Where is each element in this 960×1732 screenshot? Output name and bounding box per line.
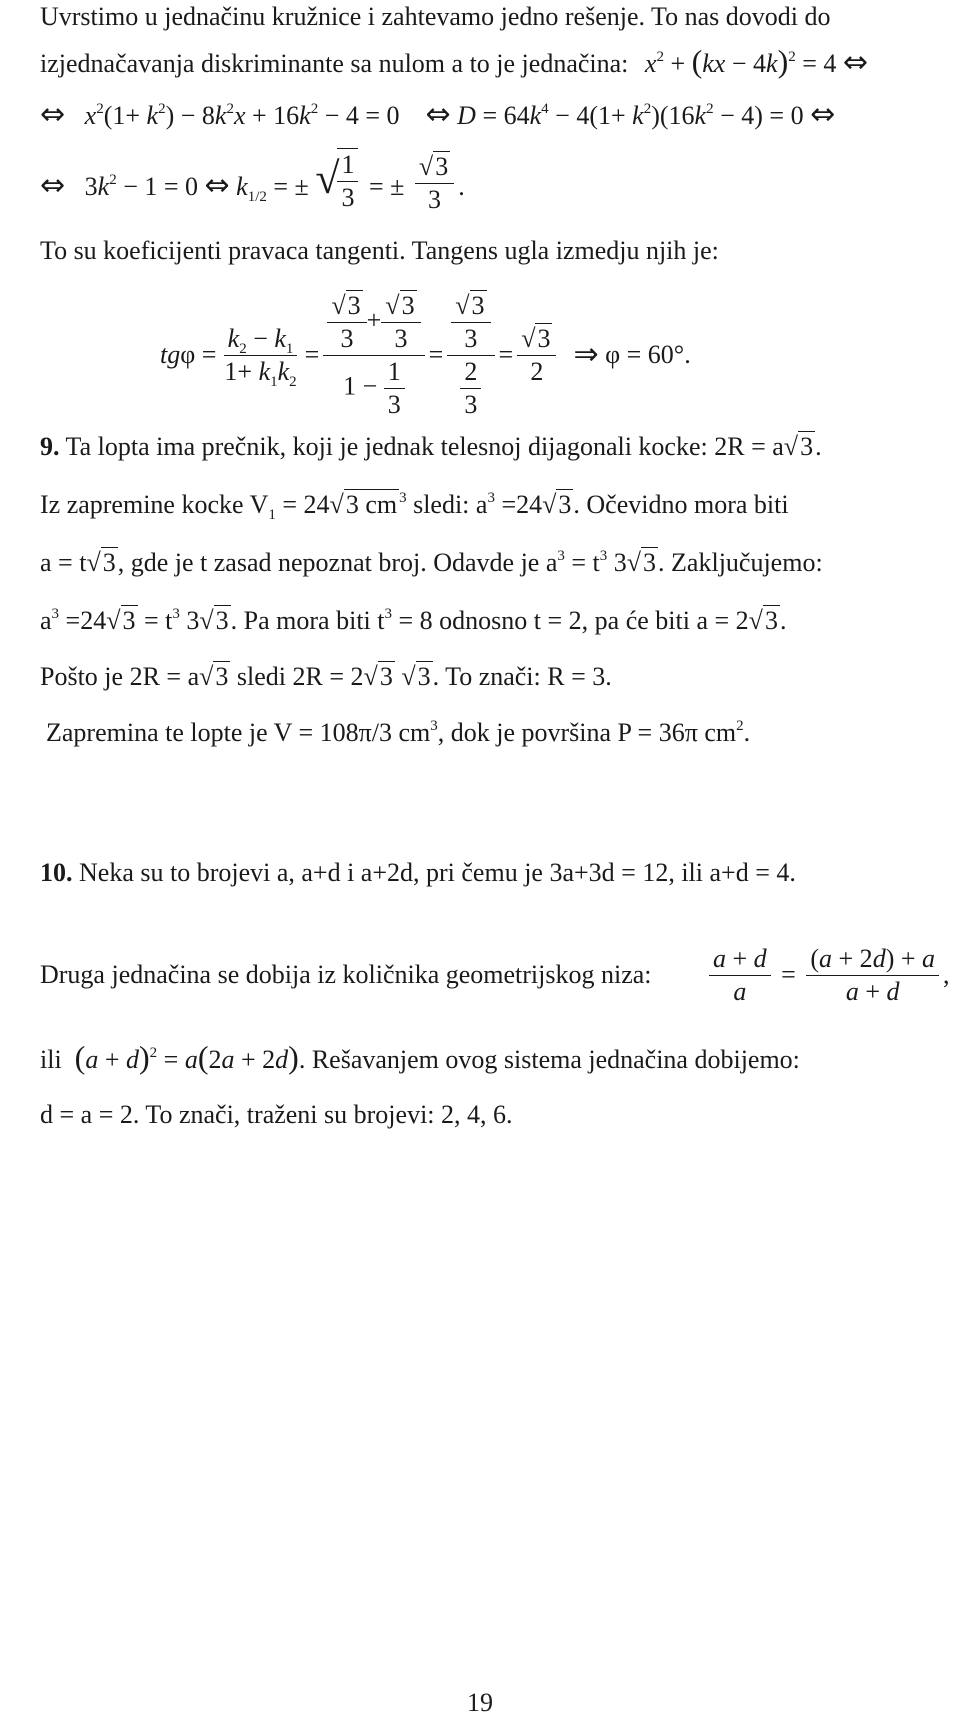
- problem-9-line-3: a = t√3, gde je t zasad nepoznat broj. Odavde je $a^3 = t^3$ 3√3. Zaključujemo:: [40, 548, 823, 577]
- problem-10-line-1: [40, 858, 796, 888]
- text-line-2-text: izjednačavanja diskriminante sa nulom a to je jednačina:: [40, 49, 629, 78]
- text-line-5: To su koeficijenti pravaca tangenti. Tangens ugla izmedju njih je:: [40, 236, 719, 265]
- problem-10-line-2: Druga jednačina se dobija iz količnika geometrijskog niza:: [40, 960, 652, 989]
- problem-10-line-4: d = a = 2. To znači, traženi su brojevi: 2, 4, 6.: [40, 1100, 513, 1129]
- problem-9-line-5: Pošto je 2R = a√3 sledi 2R = 2√3 √3. To znači: R = 3.: [40, 662, 612, 691]
- problem-9-line-6: Zapremina te lopte je V = 108π/3 $cm^3$, dok je površina P = 36π $cm^2$.: [46, 718, 751, 747]
- problem-10-line-3: ili $(a + d)^2 = a(2a + 2d)$. Rešavanjem ovog sistema jednačina dobijemo:: [40, 1039, 800, 1075]
- problem-10-number: 10.: [40, 858, 73, 887]
- geometric-ratio-equation: $\frac{a + d}{a}$ = $\frac{(a + 2d) + a}{a + d}$ ,: [705, 935, 950, 1015]
- text-line-2: izjednačavanja diskriminante sa nulom a to je jednačina: $x^2 + (kx - 4k)^2 = 4$ ⇔: [40, 43, 869, 80]
- page-number: 19: [467, 1688, 493, 1717]
- problem-9-number: 9.: [40, 432, 60, 461]
- equation-line-4: ⇔ $3k^2 - 1 = 0$ ⇔ $k_{1/2}$ = ± √ $\frac{1}{3}$ = ± $\frac{√3}{3}$ .: [40, 150, 465, 214]
- problem-9-line-2: Iz zapremine kocke $V_1 = 24√3$ cm $^3$ sledi: $a^3 =24√3$. Očevidno mora biti: [40, 490, 789, 523]
- tangent-formula: tg φ = $\frac{k_2 - k_1}{1+ k_1k_2}$ = $\frac{√3}{3}$ + $\frac{√3}{3}$ 1 − $\frac{1}{3}$ = $\frac{\frac{√3}{3}}{\frac{2}{3}}$ = $\frac{√3}{2}$ ⇒ φ = 60°.: [160, 290, 691, 419]
- equation-line-3: ⇔ $x^2(1+ k^2) - 8k^2x + 16k^2 - 4 = 0$ ⇔ $D = 64k^4 - 4(1+ k^2)(16k^2 - 4) = 0$ ⇔: [40, 97, 836, 132]
- problem-9-line-4: $a^3 =24√3 = t^3$ 3√3. Pa mora biti $t^3 = 8$ odnosno t = 2, pa će biti a = 2√3.: [40, 606, 787, 635]
- problem-10-text: Neka su to brojevi a, a+d i a+2d, pri čemu je 3a+3d = 12, ili a+d = 4.: [72, 858, 796, 887]
- text-line-1: Uvrstimo u jednačinu kružnice i zahtevamo jedno rešenje. To nas dovodi do: [40, 2, 831, 31]
- problem-9-text: Ta lopta ima prečnik, koji je jednak telesnoj dijagonali kocke: 2R = a: [65, 432, 784, 461]
- problem-9-line-1: 9. Ta lopta ima prečnik, koji je jednak telesnoj dijagonali kocke: 2R = a√3.: [40, 432, 822, 461]
